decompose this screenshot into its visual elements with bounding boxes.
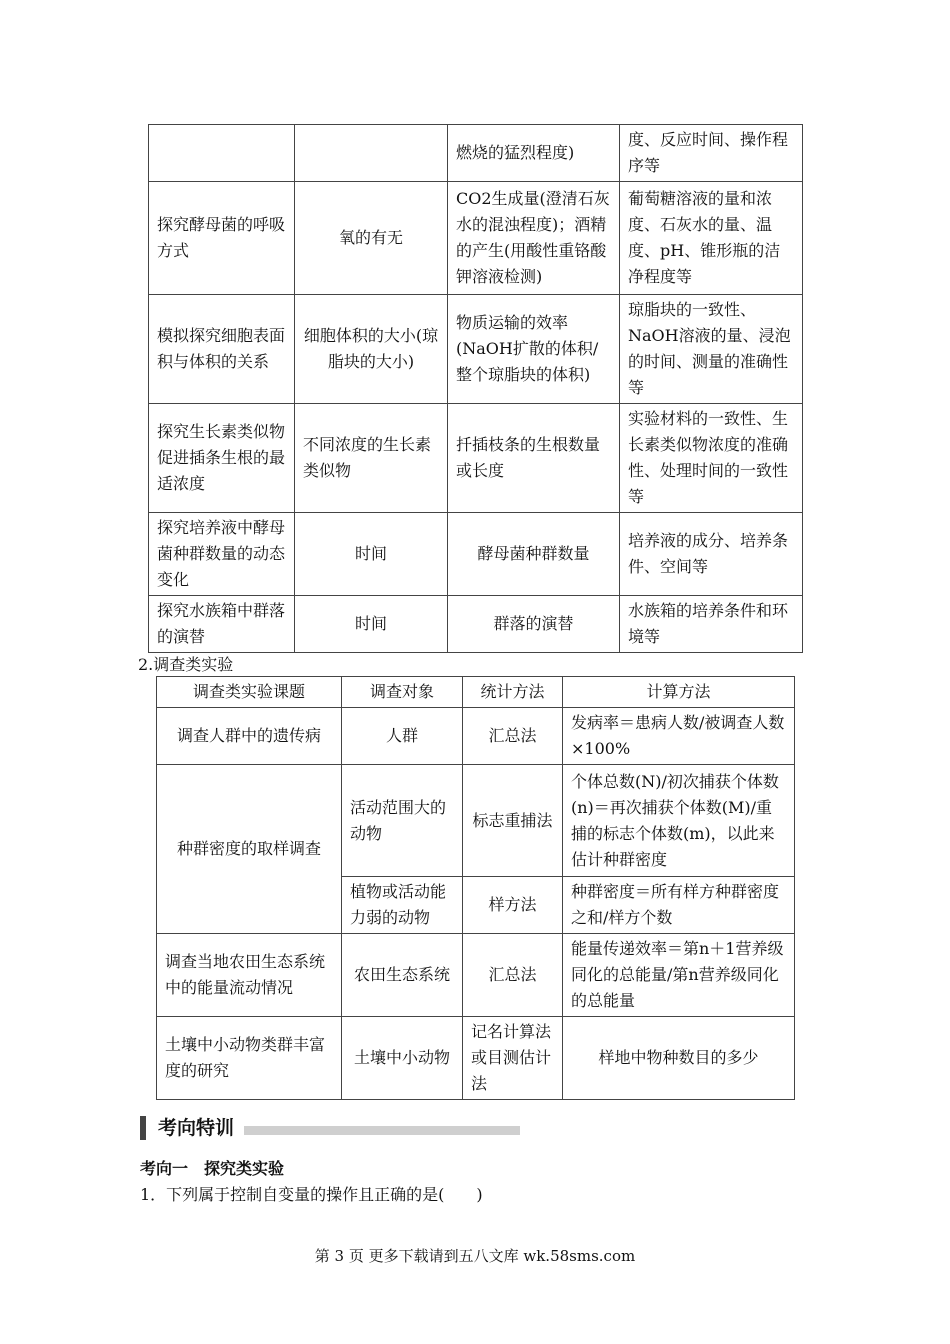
- cell: 葡萄糖溶液的量和浓度、石灰水的量、温度、pH、锥形瓶的洁净程度等: [620, 182, 803, 295]
- cell: 活动范围大的动物: [342, 765, 463, 877]
- cell: 细胞体积的大小(琼脂块的大小): [295, 295, 448, 404]
- header-cell: 统计方法: [463, 677, 563, 708]
- cell: [149, 125, 295, 182]
- cell: 探究生长素类似物促进插条生根的最适浓度: [149, 404, 295, 513]
- cell: 汇总法: [463, 708, 563, 765]
- cell: 度、反应时间、操作程序等: [620, 125, 803, 182]
- cell: 人群: [342, 708, 463, 765]
- cell: 土壤中小动物类群丰富度的研究: [157, 1017, 342, 1100]
- cell: 时间: [295, 513, 448, 596]
- cell: 水族箱的培养条件和环境等: [620, 596, 803, 653]
- cell: 样方法: [463, 877, 563, 934]
- cell: 探究培养液中酵母菌种群数量的动态变化: [149, 513, 295, 596]
- cell: 不同浓度的生长素类似物: [295, 404, 448, 513]
- cell: 种群密度＝所有样方种群密度之和/样方个数: [563, 877, 795, 934]
- section-heading: [138, 1114, 538, 1144]
- cell: 植物或活动能力弱的动物: [342, 877, 463, 934]
- cell: [295, 125, 448, 182]
- cell: 农田生态系统: [342, 934, 463, 1017]
- cell: 探究酵母菌的呼吸方式: [149, 182, 295, 295]
- section-2-label: 2.调查类实验: [138, 655, 234, 674]
- heading-rule-decoration: [244, 1126, 520, 1135]
- cell: 探究水族箱中群落的演替: [149, 596, 295, 653]
- cell: 燃烧的猛烈程度): [448, 125, 620, 182]
- cell: 调查当地农田生态系统中的能量流动情况: [157, 934, 342, 1017]
- header-cell: 计算方法: [563, 677, 795, 708]
- cell: 酵母菌种群数量: [448, 513, 620, 596]
- cell: 土壤中小动物: [342, 1017, 463, 1100]
- question-1: 1．下列属于控制自变量的操作且正确的是( ): [140, 1185, 483, 1204]
- cell: 氧的有无: [295, 182, 448, 295]
- experiment-table-continued: [148, 124, 803, 653]
- cell: 能量传递效率＝第n＋1营养级同化的总能量/第n营养级同化的总能量: [563, 934, 795, 1017]
- cell: 物质运输的效率(NaOH扩散的体积/整个琼脂块的体积): [448, 295, 620, 404]
- subheading: 考向一 探究类实验: [140, 1159, 285, 1178]
- cell: 种群密度的取样调查: [157, 765, 342, 934]
- cell: 标志重捕法: [463, 765, 563, 877]
- cell: CO2生成量(澄清石灰水的混浊程度)；酒精的产生(用酸性重铬酸钾溶液检测): [448, 182, 620, 295]
- page-footer: 第 3 页 更多下载请到五八文库 wk.58sms.com: [314, 1247, 636, 1265]
- cell: 个体总数(N)/初次捕获个体数(n)＝再次捕获个体数(M)/重捕的标志个体数(m)，以此来估计种群密度: [563, 765, 795, 877]
- heading-title: 考向特训: [158, 1117, 235, 1139]
- cell: 发病率＝患病人数/被调查人数×100%: [563, 708, 795, 765]
- cell: 实验材料的一致性、生长素类似物浓度的准确性、处理时间的一致性等: [620, 404, 803, 513]
- cell: 调查人群中的遗传病: [157, 708, 342, 765]
- heading-bar-decoration: [140, 1116, 146, 1140]
- cell: 扦插枝条的生根数量或长度: [448, 404, 620, 513]
- cell: 群落的演替: [448, 596, 620, 653]
- cell: 培养液的成分、培养条件、空间等: [620, 513, 803, 596]
- cell: 模拟探究细胞表面积与体积的关系: [149, 295, 295, 404]
- cell: 琼脂块的一致性、NaOH溶液的量、浸泡的时间、测量的准确性等: [620, 295, 803, 404]
- header-cell: 调查对象: [342, 677, 463, 708]
- survey-experiment-table: [156, 676, 795, 1100]
- cell: 样地中物种数目的多少: [563, 1017, 795, 1100]
- cell: 时间: [295, 596, 448, 653]
- header-cell: 调查类实验课题: [157, 677, 342, 708]
- cell: 记名计算法或目测估计法: [463, 1017, 563, 1100]
- cell: 汇总法: [463, 934, 563, 1017]
